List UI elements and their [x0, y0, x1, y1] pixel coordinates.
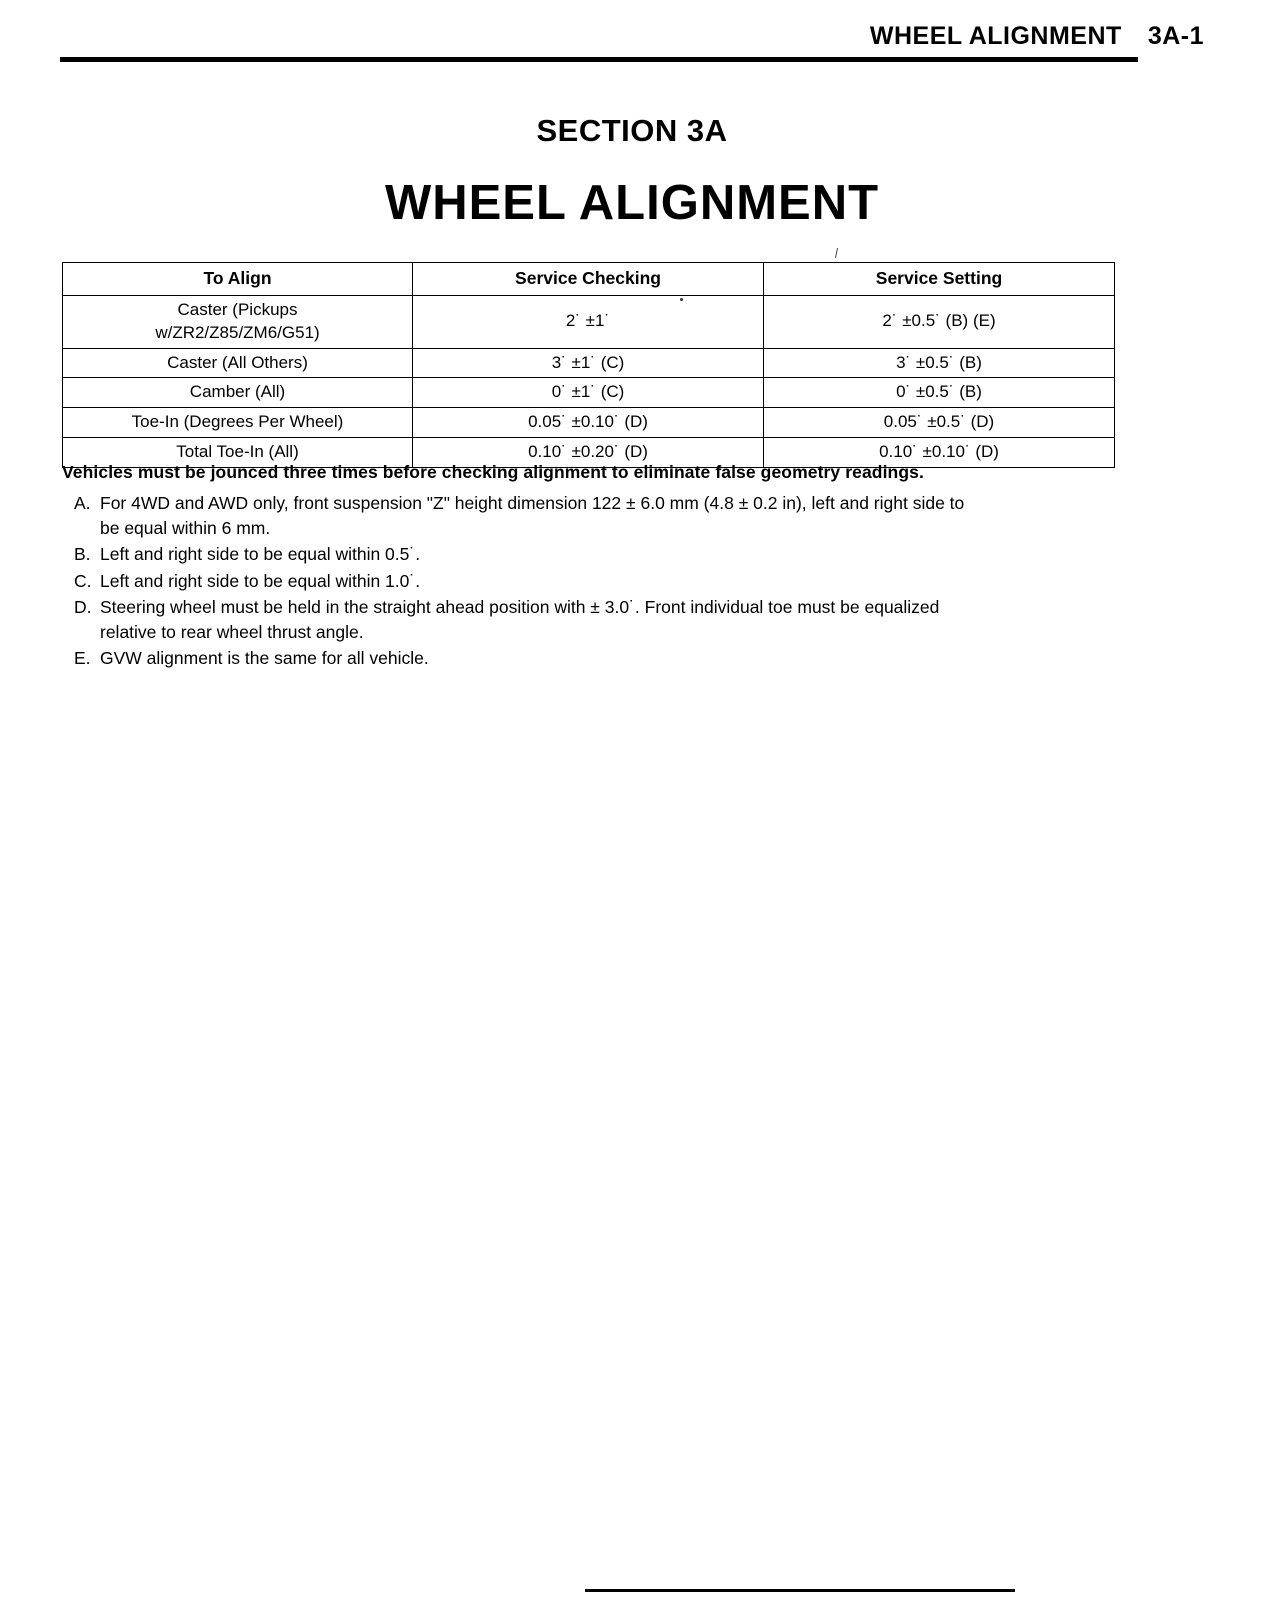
- notes-section: [62, 462, 1122, 673]
- table-header-row: [63, 263, 1115, 296]
- cell-service-setting: 3˙ ±0.5˙ (B): [764, 348, 1115, 378]
- header-page-number: 3A-1: [1147, 22, 1204, 50]
- column-header-service-setting: Service Setting: [764, 263, 1115, 296]
- note-item: [62, 569, 1122, 594]
- note-letter: E.: [74, 648, 91, 668]
- alignment-spec-table: [62, 262, 1115, 468]
- note-text: [100, 646, 1122, 671]
- page-header: [60, 22, 1204, 51]
- cell-to-align-line2: w/ZR2/Z85/ZM6/G51): [155, 322, 320, 342]
- column-header-service-checking: Service Checking: [413, 263, 764, 296]
- header-title: WHEEL ALIGNMENT: [869, 22, 1122, 50]
- note-item: [62, 646, 1122, 671]
- table-row: [63, 295, 1115, 348]
- note-text-continuation: relative to rear wheel thrust angle.: [100, 621, 364, 642]
- cell-service-setting: 0˙ ±0.5˙ (B): [764, 378, 1115, 408]
- note-text: [100, 491, 1122, 540]
- note-letter: C.: [74, 570, 92, 591]
- note-text-main: GVW alignment is the same for all vehicle.: [100, 648, 429, 668]
- scan-artifact-tick: [835, 248, 838, 258]
- cell-to-align-line1: Caster (Pickups: [177, 299, 298, 319]
- cell-to-align: Toe-In (Degrees Per Wheel): [63, 408, 413, 438]
- note-letter: A.: [74, 493, 91, 513]
- section-label: SECTION 3A: [536, 113, 728, 148]
- note-item: [62, 491, 1122, 540]
- table-row: [63, 348, 1115, 378]
- scan-artifact-dot: [680, 298, 683, 301]
- cell-to-align: Camber (All): [63, 378, 413, 408]
- note-text: [100, 595, 1122, 644]
- note-text-main: Steering wheel must be held in the straight ahead position with ± 3.0˙. Front individual toe must be equalized: [100, 597, 940, 617]
- cell-service-checking: 0˙ ±1˙ (C): [413, 378, 764, 408]
- note-letter: B.: [74, 544, 91, 564]
- cell-to-align: Caster (All Others): [63, 348, 413, 378]
- header-divider: [60, 57, 1138, 62]
- column-header-to-align: To Align: [63, 263, 413, 296]
- cell-service-checking: 0.05˙ ±0.10˙ (D): [413, 408, 764, 438]
- note-text-main: Left and right side to be equal within 0.5˙.: [100, 544, 421, 564]
- cell-to-align: [63, 295, 413, 348]
- notes-lead-text: Vehicles must be jounced three times before checking alignment to eliminate false geometry readings.: [62, 462, 924, 482]
- note-text-main: Left and right side to be equal within 1.0˙.: [100, 570, 421, 591]
- cell-service-setting: 0.05˙ ±0.5˙ (D): [764, 408, 1115, 438]
- cell-service-checking: 3˙ ±1˙ (C): [413, 348, 764, 378]
- note-text: [100, 569, 1122, 594]
- note-text-main: For 4WD and AWD only, front suspension "Z" height dimension 122 ± 6.0 mm (4.8 ± 0.2 in), left and right side to: [100, 493, 965, 513]
- cell-to-align: Total Toe-In (All): [63, 438, 413, 468]
- note-letter: D.: [74, 597, 92, 617]
- cell-service-setting: 2˙ ±0.5˙ (B) (E): [764, 295, 1115, 348]
- cell-service-checking: 2˙ ±1˙: [413, 295, 764, 348]
- note-text: [100, 542, 1122, 567]
- cell-service-checking: 0.10˙ ±0.20˙ (D): [413, 438, 764, 468]
- page-title: WHEEL ALIGNMENT: [384, 176, 880, 230]
- note-item: [62, 595, 1122, 644]
- note-text-continuation: be equal within 6 mm.: [100, 517, 271, 538]
- cell-service-setting: 0.10˙ ±0.10˙ (D): [764, 438, 1115, 468]
- table-row: [63, 378, 1115, 408]
- table-row: [63, 408, 1115, 438]
- note-item: [62, 542, 1122, 567]
- footer-divider: [585, 1589, 1015, 1592]
